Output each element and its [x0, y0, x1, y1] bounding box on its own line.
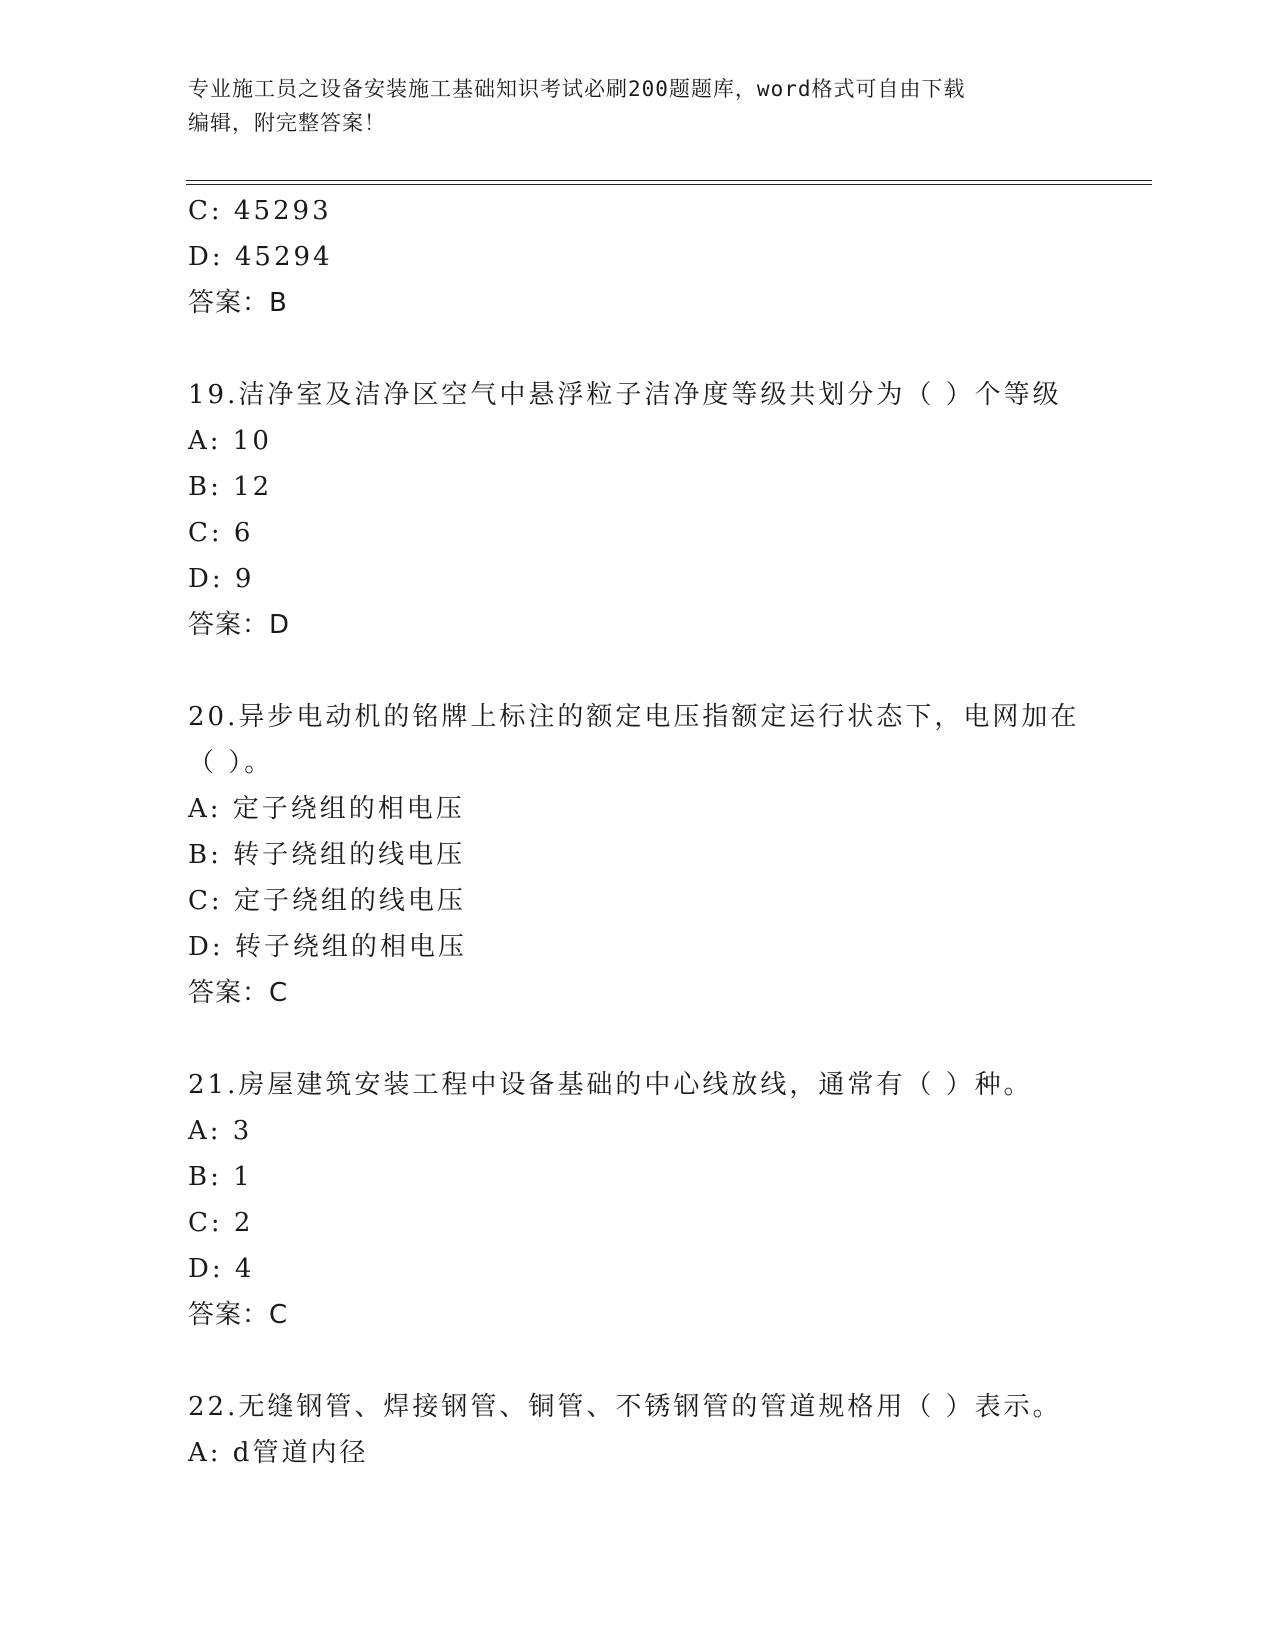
- option-c: C: 2: [188, 1208, 254, 1238]
- question-block-20: [188, 694, 1148, 1016]
- option-d: D: 4: [188, 1254, 255, 1284]
- question-stem: 19.洁净室及洁净区空气中悬浮粒子洁净度等级共划分为（ ）个等级: [188, 380, 1062, 410]
- option-d: D: 转子绕组的相电压: [188, 932, 467, 962]
- question-block-19: [188, 372, 1148, 648]
- option-d: D: 9: [188, 564, 255, 594]
- question-block-21: [188, 1062, 1148, 1338]
- question-block-18: [188, 188, 1148, 326]
- question-stem-continued: （ ）。: [188, 748, 274, 778]
- question-stem: 21.房屋建筑安装工程中设备基础的中心线放线，通常有（ ）种。: [188, 1070, 1033, 1100]
- option-b: B: 转子绕组的线电压: [188, 840, 466, 870]
- option-d: D: 45294: [188, 242, 333, 272]
- option-c: C: 45293: [188, 196, 332, 226]
- option-b: B: 1: [188, 1162, 253, 1192]
- option-c: C: 6: [188, 518, 254, 548]
- header-line-1: 专业施工员之设备安装施工基础知识考试必刷200题题库，word格式可自由下载: [188, 77, 966, 101]
- question-stem: 20.异步电动机的铭牌上标注的额定电压指额定运行状态下，电网加在: [188, 702, 1080, 732]
- header-divider-bottom: [186, 184, 1152, 185]
- answer-label: 答案：C: [188, 978, 289, 1008]
- option-a: A: 10: [188, 426, 272, 456]
- answer-label: 答案：D: [188, 610, 291, 640]
- option-a: A: 定子绕组的相电压: [188, 794, 465, 824]
- question-block-22: [188, 1384, 1148, 1476]
- header-divider-top: [186, 180, 1152, 181]
- document-header: [188, 72, 1088, 140]
- answer-label: 答案：C: [188, 1300, 289, 1330]
- header-line-2: 编辑，附完整答案！: [188, 111, 386, 135]
- answer-label: 答案：B: [188, 288, 288, 318]
- option-a: A: 3: [188, 1116, 253, 1146]
- option-a: A: d管道内径: [188, 1438, 369, 1468]
- question-stem: 22.无缝钢管、焊接钢管、铜管、不锈钢管的管道规格用（ ）表示。: [188, 1392, 1062, 1422]
- question-list: [188, 188, 1148, 1476]
- option-b: B: 12: [188, 472, 273, 502]
- option-c: C: 定子绕组的线电压: [188, 886, 466, 916]
